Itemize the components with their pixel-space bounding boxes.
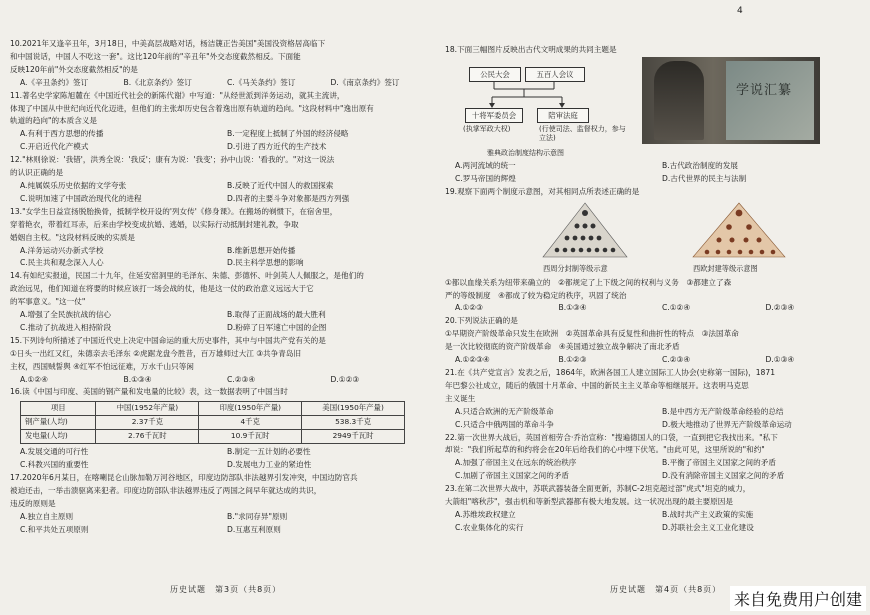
table-cell: 538.3千克 (302, 416, 405, 430)
q19-option-a: A.①②③ (455, 303, 483, 313)
q18-option-d: D.古代世界的民主与法制 (662, 173, 747, 183)
digest-book-image (726, 61, 814, 140)
question-14 (10, 270, 428, 335)
q13-option-b: B.维新思想开始传播 (227, 245, 296, 255)
q10-option-c: C.《马关条约》签订 (227, 77, 296, 87)
q16-option-b: B.制定一五计划的必要性 (227, 447, 311, 457)
q23-options (445, 509, 863, 535)
q14-line: 的军事意义。"这一仗" (10, 297, 86, 307)
right-page (445, 44, 863, 535)
production-table (20, 401, 405, 444)
europe-pyramid-image (679, 199, 799, 261)
table-cell: 4千克 (199, 416, 302, 430)
question-13 (10, 206, 428, 271)
q19-statement: ①都以血缘关系为纽带来确立的 ②都规定了上下级之间的权利与义务 ③都建立了森 (445, 277, 732, 287)
q17-option-c: C.和平共处五项原则 (20, 524, 89, 534)
q17-option-b: B."求同存异"原则 (227, 511, 288, 521)
q21-line: 年巴黎公社成立，随后的俄国十月革命、中国的新民主主义革命等相继展开。这表明马克思 (445, 380, 749, 390)
q23-option-d: D.苏联社会主义工业化建设 (662, 522, 754, 532)
q11-option-a: A.有利于西方思想的传播 (20, 129, 104, 139)
q12-line: 的认识正确的是 (10, 168, 64, 178)
q22-line: 22.第一次世界大战后，英国首相劳合·乔治宣称："搜遍德国人的口袋，一直到把它我找出来。"私下 (445, 432, 778, 442)
q21-option-d: D.极大地推动了世界无产阶级革命运动 (662, 419, 792, 429)
q11-line: 11.著名史学家陈旭麓在《中国近代社会的新陈代谢》中写道："从经世派到洋务运动，就其主流讲， (10, 90, 345, 100)
q20-options (445, 354, 863, 367)
q10-line: 10.2021年又逢辛丑年，3月18日，中美高层战略对话，杨洁篪正告美国"美国没资格居高临下 (10, 39, 326, 48)
q17-option-d: D.互惠互利原则 (227, 524, 281, 534)
q12-option-c: C.说明加速了中国政治现代化的进程 (20, 193, 142, 203)
table-header: 美国(1950年产量) (302, 402, 405, 416)
q21-option-c: C.只适合中俄两国的革命斗争 (455, 419, 554, 429)
q16-option-a: A.发展交通的可行性 (20, 447, 89, 457)
q16-option-c: C.科教兴国的重要性 (20, 460, 89, 469)
question-12 (10, 154, 428, 206)
q13-line: 婚姻自主权。"这段材料反映的实质是 (10, 232, 135, 242)
table-cell: 钢产量(人均) (21, 416, 96, 430)
question-15 (10, 335, 428, 387)
q15-option-b: B.①③④ (123, 374, 152, 384)
q19-line: 19.观察下面两个制度示意图，对其相同点所表述正确的是 (445, 186, 640, 196)
question-23 (445, 483, 863, 535)
q14-option-b: B.取得了正面战场的最大胜利 (227, 310, 326, 320)
q20-option-b: B.①②③ (558, 355, 587, 365)
q12-line: 12."林则徐说：'我错'，洪秀全说：'我反'；康有为说：'我变'；孙中山说：'看我的'。"对这一说法 (10, 155, 335, 165)
q22-line: 却说："我们所起草的和约将会在20年后给我们的心中埋下伏笔。"由此可见，这里所说的"和约" (445, 445, 765, 455)
q22-options (445, 457, 863, 483)
q23-line: 大箭组"喀秋莎"，强击机和等新型武器都有极大地发展。这一状况出现的最主要原因是 (445, 497, 733, 507)
diagram-note-generals: (执掌军政大权) (463, 124, 511, 133)
q14-options (10, 309, 428, 335)
table-cell: 2.37千克 (96, 416, 199, 430)
q15-line: ①日头一出红又红，朱德亲去毛泽东 ②虎踞龙盘今胜昔，百万雄师过大江 ③共争青岛旧 (10, 348, 302, 358)
table-cell: 2949千瓦时 (302, 430, 405, 444)
q17-options (10, 511, 428, 537)
q21-line: 21.在《共产党宣言》发表之后，1864年，欧洲各国工人建立国际工人协会(史称第一国际)，1871 (445, 367, 776, 377)
q20-line: 是一次比较彻底的资产阶级革命 ④美国通过独立战争解决了南北矛盾 (445, 342, 680, 352)
page-mark: 4 (737, 6, 743, 16)
q16-option-d: D.发展电力工业的紧迫性 (227, 460, 312, 469)
question-16 (10, 386, 428, 471)
question-22 (445, 432, 863, 484)
q19-option-b: B.①③④ (558, 303, 587, 313)
q11-option-d: D.引进了西方近代的生产技术 (227, 142, 327, 152)
q15-option-a: A.①②④ (20, 374, 48, 384)
table-cell: 2.76千瓦时 (96, 430, 199, 444)
q13-option-d: D.民主科学思想的影响 (227, 258, 304, 268)
q19-option-d: D.②③④ (765, 303, 795, 313)
q21-line: 主义诞生 (445, 393, 476, 403)
q17-line: 违反的原则是 (10, 498, 56, 508)
q18-option-a: A.两河流域的统一 (455, 160, 516, 170)
q20-option-d: D.①③④ (765, 355, 795, 365)
q11-option-b: B.一定程度上抵制了外国的经济侵略 (227, 129, 349, 139)
q13-line: 13."女学生日益宣扬脱胎换骨，抵制学校开设的'列女传'《修身课》。在搬场的剃惯下，在宿舍里， (10, 206, 338, 216)
left-page-footer: 历史试题 第3页（共8页） (170, 585, 282, 594)
book-title: 学说汇纂 (736, 82, 793, 98)
table-header-row (21, 402, 405, 416)
q16-options (10, 446, 428, 472)
q18-figures (457, 57, 863, 160)
table-header: 项目 (21, 402, 96, 416)
q15-option-d: D.①②③ (330, 374, 360, 384)
q20-option-c: C.②③④ (662, 355, 691, 365)
q21-option-a: A.只适合欧洲的无产阶级革命 (455, 406, 554, 416)
q17-line: 被迫还击，一举击溃驱离来犯者。印度边防部队非法越界违反了两国之间早年就达成的共识， (10, 485, 322, 495)
left-page (10, 38, 428, 536)
right-page-footer: 历史试题 第4页（共8页） (610, 585, 722, 594)
q19-figures (465, 199, 863, 277)
diagram-box-assembly: 公民大会 (469, 67, 521, 82)
q18-option-c: C.罗马帝国的辉煌 (455, 173, 516, 183)
q10-options (10, 77, 428, 90)
q17-option-a: A.独立自主原则 (20, 511, 74, 521)
table-row (21, 430, 405, 444)
q14-line: 14.有如纪实报道，民国二十九年，住延安窑洞里的毛泽东、朱德、彭德怀、叶剑英人人佩服之，是他们的 (10, 271, 364, 281)
q20-line: ①早期资产阶级革命只发生在欧洲 ②英国革命具有反复性和曲折性的特点 ③法国革命 (445, 329, 739, 339)
q20-line: 20.下列说法正确的是 (445, 316, 518, 326)
question-20 (445, 315, 863, 367)
q15-line: 15.下列诗句所描述了中国近代史上决定中国命运的重大历史事件，其中与中国共产党有关的是 (10, 335, 326, 345)
question-21 (445, 367, 863, 432)
q10-option-a: A.《辛丑条约》签订 (20, 77, 89, 87)
q13-option-a: A.洋务运动兴办新式学校 (20, 245, 104, 255)
table-header: 印度(1950年产量) (199, 402, 302, 416)
diagram-box-generals: 十将军委员会 (465, 108, 523, 123)
table-row (21, 416, 405, 430)
diagram-box-court: 陪审法庭 (537, 108, 589, 123)
q18-options (445, 160, 863, 186)
q13-line: 穿着艳衣，带着红耳赤，后来由学校变成抗婚、逃婚，以实际行动抵制封建礼教，争取 (10, 219, 299, 229)
q19-options (445, 302, 863, 315)
diagram-note-court: (行使司法、监督权力，参与立法) (539, 124, 626, 142)
zhou-caption: 西周分封制等级示意 (543, 263, 608, 273)
q22-option-b: B.平衡了帝国主义国家之间的矛盾 (662, 458, 776, 468)
question-18 (445, 44, 863, 186)
q14-line: 政治远见，他们知道在将要的时候应该打一场会战的仗，他是这一仗的政治意义远远大于它 (10, 284, 314, 294)
europe-caption: 西欧封建等级示意图 (693, 263, 758, 273)
q15-options (10, 374, 428, 387)
q14-option-d: D.粉碎了日军速亡中国的企图 (227, 322, 327, 332)
question-17 (10, 472, 428, 537)
q22-option-d: D.没有消除帝国主义国家之间的矛盾 (662, 471, 785, 481)
q10-option-b: B.《北京条约》签订 (123, 77, 192, 87)
question-11 (10, 90, 428, 155)
table-cell: 发电量(人均) (21, 430, 96, 444)
q23-option-c: C.农业集体化的实行 (455, 522, 524, 532)
q13-options (10, 245, 428, 271)
q12-option-d: D.四者的主要斗争对象都是西方列强 (227, 193, 350, 203)
q23-line: 23.在第二次世界大战中，苏联武器装备全面更新，苏制C-2坦克超过部"虎式"坦克的威力， (445, 484, 751, 494)
diagram-caption: 雅典政治制度结构示意图 (487, 148, 564, 157)
table-header: 中国(1952年产量) (96, 402, 199, 416)
q22-option-c: C.加剧了帝国主义国家之间的矛盾 (455, 471, 570, 481)
table-cell: 10.9千瓦时 (199, 430, 302, 444)
q22-option-a: A.加强了帝国主义在远东的统治秩序 (455, 458, 577, 468)
q13-option-c: C.民主共和观念深入人心 (20, 258, 104, 268)
q23-option-a: A.苏维埃政权建立 (455, 509, 516, 519)
q10-option-d: D.《南京条约》签订 (330, 77, 400, 87)
q18-option-b: B.古代政治制度的发展 (662, 160, 738, 170)
q15-option-c: C.②③④ (227, 374, 256, 384)
q23-option-b: B.战时共产主义政策的实施 (662, 509, 754, 519)
q11-line: 体现了中国从中世纪向近代化迈进，但他们的主张却历史包含着逸出原有轨道的趋向。"这段材料中"逸出原有 (10, 103, 374, 113)
q21-option-b: B.是中西方无产阶级革命经验的总结 (662, 406, 784, 416)
q11-option-c: C.开启近代化产模式 (20, 142, 89, 152)
q11-line: 轨道的趋向"的本质含义是 (10, 116, 98, 126)
diagram-box-council: 五百人会议 (525, 67, 585, 82)
code-stele-image (654, 61, 704, 140)
zhou-pyramid-image (525, 199, 645, 261)
q20-option-a: A.①②③④ (455, 355, 490, 365)
q10-line: 反映120年前"外交态度截然相反"的是 (10, 64, 138, 74)
watermark-label: 来自免费用户创建 (730, 586, 866, 611)
q11-options (10, 128, 428, 154)
q16-line: 16.读《中国与印度、美国的钢产量和发电量的比较》表，这一数据表明了中国当时 (10, 387, 288, 397)
q14-option-c: C.推动了抗战进入相持阶段 (20, 322, 112, 332)
q12-option-a: A.纯属娱乐历史依据的文学夸张 (20, 180, 127, 190)
q15-line: 主权，西国贼誓舆 ④红军不怕远征难，万水千山只等闲 (10, 361, 194, 371)
q17-line: 17.2020年6月某日，在喀喇昆仑山脉加勒万河谷地区，印度边防部队非法越界引发冲突，中国边防官兵 (10, 472, 358, 482)
q12-option-b: B.反映了近代中国人的救国探索 (227, 180, 334, 190)
q14-option-a: A.增强了全民族抗战的信心 (20, 310, 112, 320)
question-10 (10, 38, 428, 90)
q12-options (10, 180, 428, 206)
question-19 (445, 186, 863, 316)
q19-option-c: C.①②④ (662, 303, 691, 313)
q10-line: 和中国说话，中国人不吃这一套"。这比120年前的"辛丑年"外交态度截然相反。下面能 (10, 51, 301, 61)
q21-options (445, 406, 863, 432)
artifact-photos (642, 57, 820, 144)
q18-line: 18.下面三幅图片反映出古代文明成果的共同主题是 (445, 45, 617, 54)
q19-statement: 严的等级制度 ④都成了较为稳定的秩序，巩固了统治 (445, 290, 627, 300)
